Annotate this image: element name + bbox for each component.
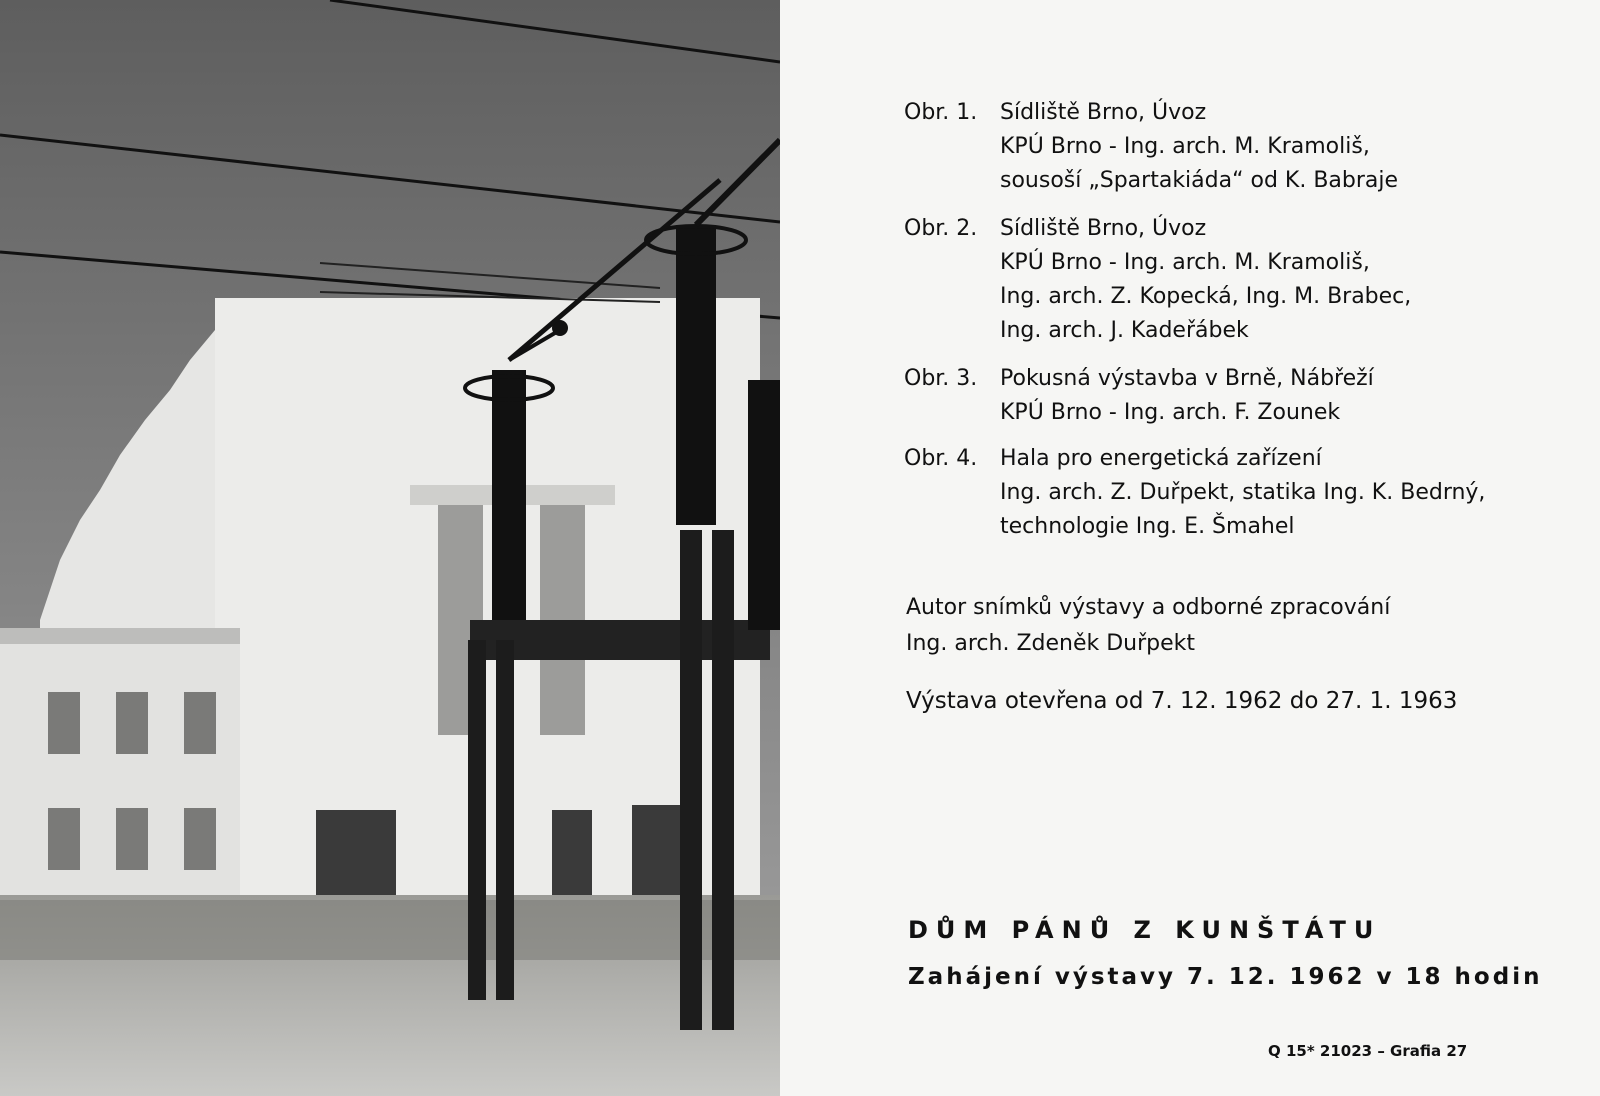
- caption-line: KPÚ Brno - Ing. arch. M. Kramoliš,: [1000, 250, 1370, 275]
- caption-label: Obr. 4.: [904, 446, 978, 471]
- exhibition-dates: Výstava otevřena od 7. 12. 1962 do 27. 1. 1963: [906, 688, 1458, 714]
- caption-line: Sídliště Brno, Úvoz: [1000, 100, 1207, 125]
- photo-energy-hall: [0, 0, 780, 1096]
- caption-line: Ing. arch. Z. Duřpekt, statika Ing. K. Bedrný,: [1000, 480, 1486, 505]
- caption-obr-2: [904, 212, 1411, 348]
- caption-label: Obr. 1.: [904, 100, 978, 125]
- caption-obr-3: [904, 362, 1374, 430]
- caption-line: Ing. arch. J. Kadeřábek: [1000, 318, 1249, 343]
- caption-obr-4: [904, 442, 1485, 544]
- opening-line: Zahájení výstavy 7. 12. 1962 v 18 hodin: [908, 964, 1543, 990]
- caption-line: sousoší „Spartakiáda“ od K. Babraje: [1000, 168, 1399, 193]
- text-panel: [780, 0, 1600, 1096]
- venue-title: DŮM PÁNŮ Z KUNŠTÁTU: [908, 916, 1382, 944]
- photo-illustration: [0, 0, 780, 1096]
- printer-code: Q 15* 21023 – Grafia 27: [1268, 1042, 1468, 1060]
- author-credit: [906, 590, 1390, 662]
- caption-line: KPÚ Brno - Ing. arch. F. Zounek: [1000, 400, 1341, 425]
- caption-line: Ing. arch. Z. Kopecká, Ing. M. Brabec,: [1000, 284, 1412, 309]
- caption-line: Pokusná výstavba v Brně, Nábřeží: [1000, 366, 1374, 391]
- caption-obr-1: [904, 96, 1398, 198]
- caption-label: Obr. 3.: [904, 366, 978, 391]
- caption-line: KPÚ Brno - Ing. arch. M. Kramoliš,: [1000, 134, 1370, 159]
- caption-line: Sídliště Brno, Úvoz: [1000, 216, 1207, 241]
- author-line-2: Ing. arch. Zdeněk Duřpekt: [906, 631, 1196, 656]
- author-line-1: Autor snímků výstavy a odborné zpracování: [906, 595, 1391, 620]
- caption-line: Hala pro energetická zařízení: [1000, 446, 1322, 471]
- caption-line: technologie Ing. E. Šmahel: [1000, 514, 1295, 539]
- caption-label: Obr. 2.: [904, 216, 978, 241]
